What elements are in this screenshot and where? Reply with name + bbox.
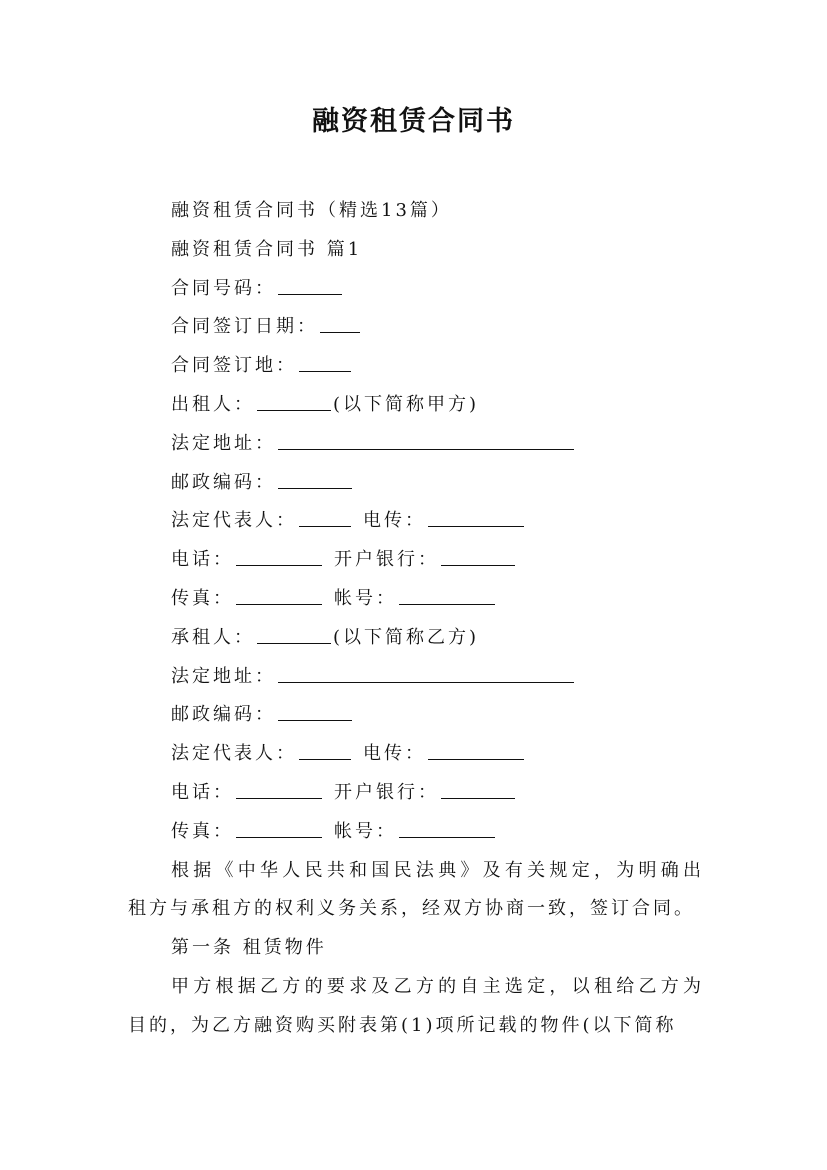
lessee-phone-row	[128, 774, 704, 813]
lessee-bank-blank	[441, 780, 515, 799]
article-1-heading: 第一条 租赁物件	[171, 937, 327, 959]
sign-place-label: 合同签订地：	[171, 355, 297, 377]
lessor-address-row	[128, 425, 704, 464]
lessor-postcode-label: 邮政编码：	[171, 471, 276, 493]
contract-number-row	[128, 270, 704, 309]
intro-line: 融资租赁合同书（精选13篇）	[171, 200, 452, 221]
lessee-postcode-label: 邮政编码：	[171, 704, 276, 726]
lessor-rep-label: 法定代表人：	[171, 510, 297, 532]
lessee-blank	[257, 625, 331, 644]
lessor-row	[128, 386, 704, 425]
lessee-row	[128, 619, 704, 658]
lessor-blank	[257, 392, 331, 411]
lessee-fax-row	[128, 813, 704, 852]
lessor-address-label: 法定地址：	[171, 432, 276, 454]
lessor-bank-blank	[441, 547, 515, 566]
lessee-address-label: 法定地址：	[171, 665, 276, 687]
lessor-account-blank	[399, 586, 495, 605]
sign-date-blank	[320, 314, 360, 333]
sign-date-label: 合同签订日期：	[171, 316, 318, 338]
lessor-rep-blank	[299, 508, 351, 527]
lessor-postcode-row	[128, 464, 704, 503]
lessor-phone-row	[128, 541, 704, 580]
document-title: 融资租赁合同书	[312, 106, 515, 137]
section-heading: 融资租赁合同书 篇1	[171, 238, 363, 260]
lessor-bank-label: 开户银行：	[334, 549, 439, 571]
article-1-paragraph	[128, 968, 704, 1046]
lessor-fax-blank	[236, 586, 322, 605]
lessee-rep-label: 法定代表人：	[171, 743, 297, 765]
lessor-phone-blank	[236, 547, 322, 566]
preamble-paragraph	[128, 852, 704, 930]
lessee-rep-blank	[299, 741, 351, 760]
lessor-rep-row	[128, 502, 704, 541]
lessee-address-blank	[278, 664, 574, 683]
lessee-suffix: (以下简称乙方)	[333, 626, 480, 648]
lessee-address-row	[128, 658, 704, 697]
lessor-suffix: (以下简称甲方)	[333, 393, 480, 415]
lessee-phone-blank	[236, 780, 322, 799]
preamble-line-2: 租方与承租方的权利义务关系，经双方协商一致，签订合同。	[128, 898, 695, 920]
lessor-postcode-blank	[278, 470, 352, 489]
lessee-phone-label: 电话：	[171, 781, 234, 803]
contract-number-label: 合同号码：	[171, 277, 276, 299]
lessee-telex-blank	[428, 741, 524, 760]
lessor-account-label: 帐号：	[334, 587, 397, 609]
document-body	[128, 192, 704, 1046]
lessee-label: 承租人：	[171, 626, 255, 648]
article-1-line-2: 目的，为乙方融资购买附表第(1)项所记载的物件(以下简称	[128, 1014, 677, 1036]
article-1-line-1: 甲方根据乙方的要求及乙方的自主选定，以租给乙方为	[171, 975, 704, 997]
preamble-line-1: 根据《中华人民共和国民法典》及有关规定，为明确出	[171, 859, 704, 881]
lessee-telex-label: 电传：	[363, 743, 426, 765]
lessee-fax-blank	[236, 819, 322, 838]
lessor-fax-row	[128, 580, 704, 619]
lessor-address-blank	[278, 431, 574, 450]
lessee-rep-row	[128, 735, 704, 774]
contract-number-blank	[278, 276, 342, 295]
lessee-bank-label: 开户银行：	[334, 781, 439, 803]
lessor-fax-label: 传真：	[171, 587, 234, 609]
sign-place-blank	[299, 353, 351, 372]
lessee-postcode-blank	[278, 702, 352, 721]
lessor-telex-label: 电传：	[363, 510, 426, 532]
lessee-postcode-row	[128, 696, 704, 735]
lessor-label: 出租人：	[171, 393, 255, 415]
lessee-account-blank	[399, 819, 495, 838]
lessee-fax-label: 传真：	[171, 820, 234, 842]
lessee-account-label: 帐号：	[334, 820, 397, 842]
sign-place-row	[128, 347, 704, 386]
lessor-telex-blank	[428, 508, 524, 527]
sign-date-row	[128, 308, 704, 347]
lessor-phone-label: 电话：	[171, 549, 234, 571]
